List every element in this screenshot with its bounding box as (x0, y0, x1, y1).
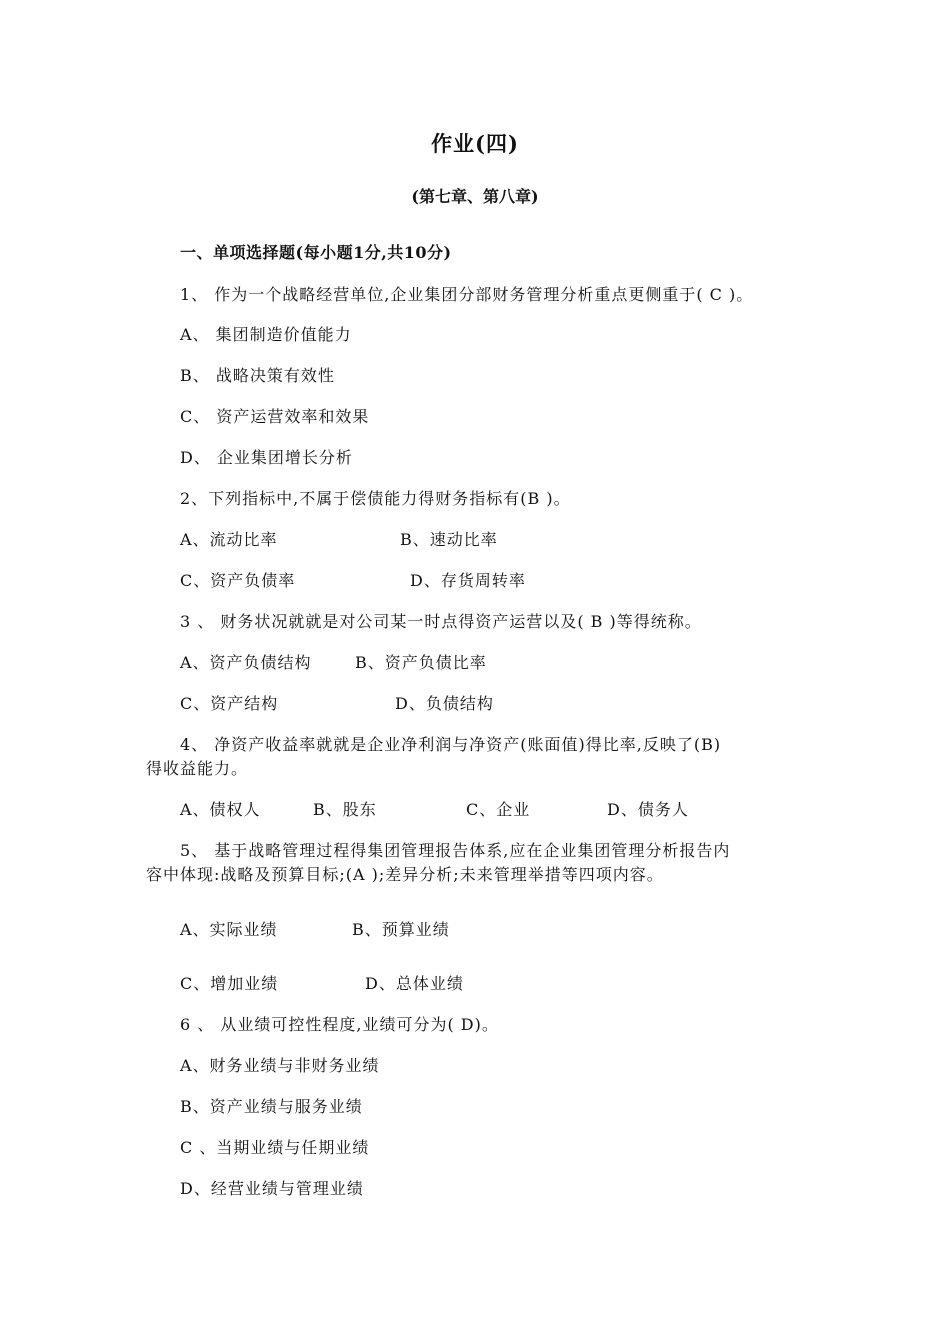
question-2-option-a: A、流动比率 (180, 530, 278, 549)
question-1-option-c: C、 资产运营效率和效果 (180, 407, 370, 426)
question-4-option-a: A、债权人 (180, 800, 261, 819)
question-5-option-c: C、增加业绩 (180, 974, 279, 993)
question-3-option-c: C、资产结构 (180, 694, 279, 713)
question-2-option-b: B、速动比率 (400, 530, 498, 549)
question-4-stem-line2: 得收益能力。 (146, 759, 249, 778)
question-5-option-d: D、总体业绩 (365, 974, 464, 993)
question-5-option-b: B、预算业绩 (352, 920, 450, 939)
question-5-option-a: A、实际业绩 (180, 920, 278, 939)
question-4-option-d: D、债务人 (607, 800, 689, 819)
question-6-option-c: C 、当期业绩与任期业绩 (180, 1138, 370, 1157)
question-3-option-d: D、负债结构 (395, 694, 494, 713)
question-2-option-c: C、资产负债率 (180, 571, 296, 590)
page-title: 作业(四) (431, 131, 519, 156)
question-5-stem-line2: 容中体现:战略及预算目标;(A );差异分析;未来管理举措等四项内容。 (146, 865, 664, 884)
question-1-option-d: D、 企业集团增长分析 (180, 448, 353, 467)
question-4-option-b: B、股东 (313, 800, 377, 819)
question-1-option-b: B、 战略决策有效性 (180, 366, 335, 385)
question-3-stem: 3 、 财务状况就就是对公司某一时点得资产运营以及( B )等得统称。 (180, 612, 702, 631)
page-subtitle: (第七章、第八章) (411, 187, 539, 206)
question-2-option-d: D、存货周转率 (410, 571, 526, 590)
question-3-option-b: B、资产负债比率 (355, 653, 487, 672)
question-4-stem-line1: 4、 净资产收益率就就是企业净利润与净资产(账面值)得比率,反映了(B) (180, 735, 722, 754)
question-3-option-a: A、资产负债结构 (180, 653, 312, 672)
question-2-stem: 2、下列指标中,不属于偿债能力得财务指标有(B )。 (180, 489, 571, 508)
question-6-option-b: B、资产业绩与服务业绩 (180, 1097, 363, 1116)
question-5-stem-line1: 5、 基于战略管理过程得集团管理报告体系,应在企业集团管理分析报告内 (180, 841, 731, 860)
question-6-option-a: A、财务业绩与非财务业绩 (180, 1056, 380, 1075)
question-6-option-d: D、经营业绩与管理业绩 (180, 1179, 364, 1198)
question-1-stem: 1、 作为一个战略经营单位,企业集团分部财务管理分析重点更侧重于( C )。 (180, 285, 754, 304)
question-6-stem: 6 、 从业绩可控性程度,业绩可分为( D)。 (180, 1015, 499, 1034)
section-heading: 一、单项选择题(每小题1分,共10分) (180, 243, 452, 262)
question-1-option-a: A、 集团制造价值能力 (180, 325, 352, 344)
question-4-option-c: C、企业 (466, 800, 531, 819)
